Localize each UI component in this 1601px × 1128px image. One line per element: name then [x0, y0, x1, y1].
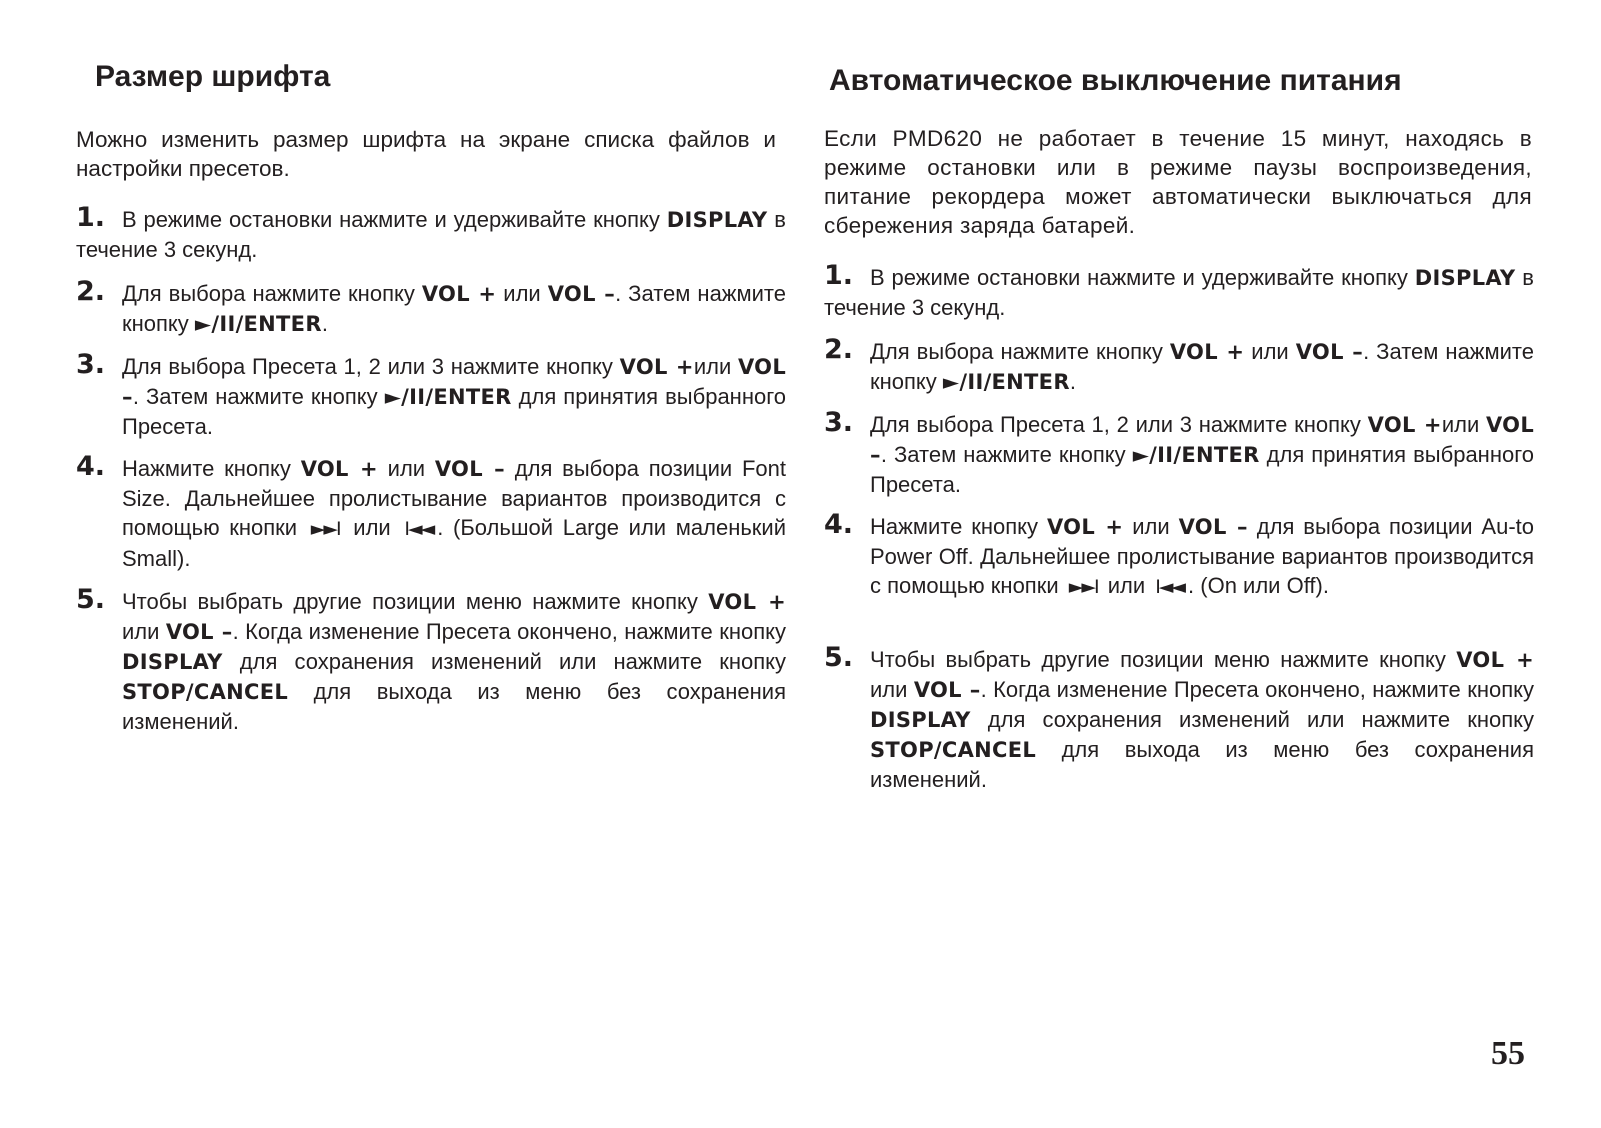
- step-text: Для выбора нажмите кнопку VOL + или VOL –. Затем нажмите кнопку ►/II/ENTER.: [122, 281, 786, 336]
- step-3: [824, 407, 1535, 499]
- vol-minus-key: VOL –: [1295, 340, 1364, 364]
- play-pause-enter-key: ►/II/ENTER: [942, 370, 1070, 394]
- step-text: В режиме остановки нажмите и удерживайте кнопку DISPLAY в течение 3 секунд.: [76, 207, 786, 262]
- vol-plus-key: VOL +: [421, 282, 497, 306]
- stop-cancel-key: STOP/CANCEL: [870, 738, 1037, 762]
- step-4: [824, 509, 1535, 602]
- step-2: [824, 334, 1534, 397]
- step-2: [76, 276, 786, 339]
- page-number: 55: [1491, 1035, 1525, 1072]
- vol-minus-key: VOL –: [434, 457, 505, 481]
- vol-plus-key: VOL +: [1046, 515, 1124, 539]
- section-title: Размер шрифта: [95, 60, 331, 93]
- skip-forward-icon: ►►I: [310, 518, 340, 540]
- step-4: [76, 451, 787, 573]
- display-key: DISPLAY: [122, 650, 223, 674]
- step-text: Чтобы выбрать другие позиции меню нажмите кнопку VOL + или VOL –. Когда изменение Пресета окончено, нажмите кнопку DISPLAY для сохранения изменений или нажмите кнопку STOP/CANCEL для выхода из меню без сохранения изменений.: [122, 589, 786, 734]
- step-text: Для выбора Пресета 1, 2 или 3 нажмите кнопку VOL +или VOL –. Затем нажмите кнопку ►/II/ENTER для принятия выбранного Пресета.: [122, 354, 787, 439]
- vol-minus-key: VOL –: [547, 282, 616, 306]
- step-number: 1.: [824, 260, 854, 291]
- vol-plus-key: VOL +: [1169, 340, 1245, 364]
- skip-back-icon: I◄◄: [404, 518, 434, 540]
- step-5: [76, 584, 786, 736]
- step-text: Для выбора Пресета 1, 2 или 3 нажмите кнопку VOL +или VOL –. Затем нажмите кнопку ►/II/ENTER для принятия выбранного Пресета.: [870, 412, 1535, 497]
- vol-plus-key: VOL +: [300, 457, 378, 481]
- step-number: 3.: [824, 407, 854, 438]
- vol-plus-key: VOL +: [1367, 413, 1442, 437]
- step-text: В режиме остановки нажмите и удерживайте кнопку DISPLAY в течение 3 секунд.: [824, 265, 1534, 320]
- vol-plus-key: VOL +: [619, 355, 694, 379]
- stop-cancel-key: STOP/CANCEL: [122, 680, 289, 704]
- step-text: Чтобы выбрать другие позиции меню нажмите кнопку VOL + или VOL –. Когда изменение Пресета окончено, нажмите кнопку DISPLAY для сохранения изменений или нажмите кнопку STOP/CANCEL для выхода из меню без сохранения изменений.: [870, 647, 1534, 792]
- step-number: 3.: [76, 349, 106, 380]
- step-number: 4.: [76, 451, 106, 482]
- vol-minus-key: VOL –: [1178, 515, 1248, 539]
- display-key: DISPLAY: [870, 708, 971, 732]
- step-3: [76, 349, 787, 441]
- step-1: [76, 202, 786, 264]
- vol-minus-key: VOL –: [913, 678, 981, 702]
- step-number: 2.: [824, 334, 854, 365]
- play-pause-enter-key: ►/II/ENTER: [194, 312, 322, 336]
- section-title: Автоматическое выключение питания: [829, 64, 1402, 97]
- step-text: Нажмите кнопку VOL + или VOL – для выбора позиции Au-to Power Off. Дальнейшее пролистывание вариантов производится с помощью кнопки ►►I или I◄◄ . (On или Off).: [870, 514, 1535, 598]
- display-key: DISPLAY: [1414, 266, 1516, 290]
- section-intro: Можно изменить размер шрифта на экране списка файлов и настройки пресетов.: [76, 127, 776, 181]
- step-number: 4.: [824, 509, 854, 540]
- step-number: 5.: [824, 642, 854, 673]
- display-key: DISPLAY: [666, 208, 768, 232]
- vol-minus-key: VOL –: [122, 355, 787, 409]
- step-number: 2.: [76, 276, 106, 307]
- vol-minus-key: VOL –: [870, 413, 1535, 467]
- vol-minus-key: VOL –: [165, 620, 233, 644]
- step-5: [824, 642, 1534, 794]
- step-number: 5.: [76, 584, 106, 615]
- step-text: Для выбора нажмите кнопку VOL + или VOL –. Затем нажмите кнопку ►/II/ENTER.: [870, 339, 1534, 394]
- step-text: Нажмите кнопку VOL + или VOL – для выбора позиции Font Size. Дальнейшее пролистывание вариантов производится с помощью кнопки ►►I или I◄◄ . (Большой Large или маленький Small).: [122, 456, 787, 571]
- skip-back-icon: I◄◄: [1155, 576, 1185, 598]
- step-1: [824, 260, 1534, 322]
- vol-plus-key: VOL +: [708, 590, 786, 614]
- section-intro: Если PMD620 не работает в течение 15 минут, находясь в режиме остановки или в режиме паузы воспроизведения, питание рекордера может автоматически выключаться для сбережения заряда батарей.: [824, 126, 1532, 238]
- step-number: 1.: [76, 202, 106, 233]
- skip-forward-icon: ►►I: [1068, 576, 1098, 598]
- vol-plus-key: VOL +: [1456, 648, 1534, 672]
- play-pause-enter-key: ►/II/ENTER: [1132, 443, 1260, 467]
- play-pause-enter-key: ►/II/ENTER: [384, 385, 512, 409]
